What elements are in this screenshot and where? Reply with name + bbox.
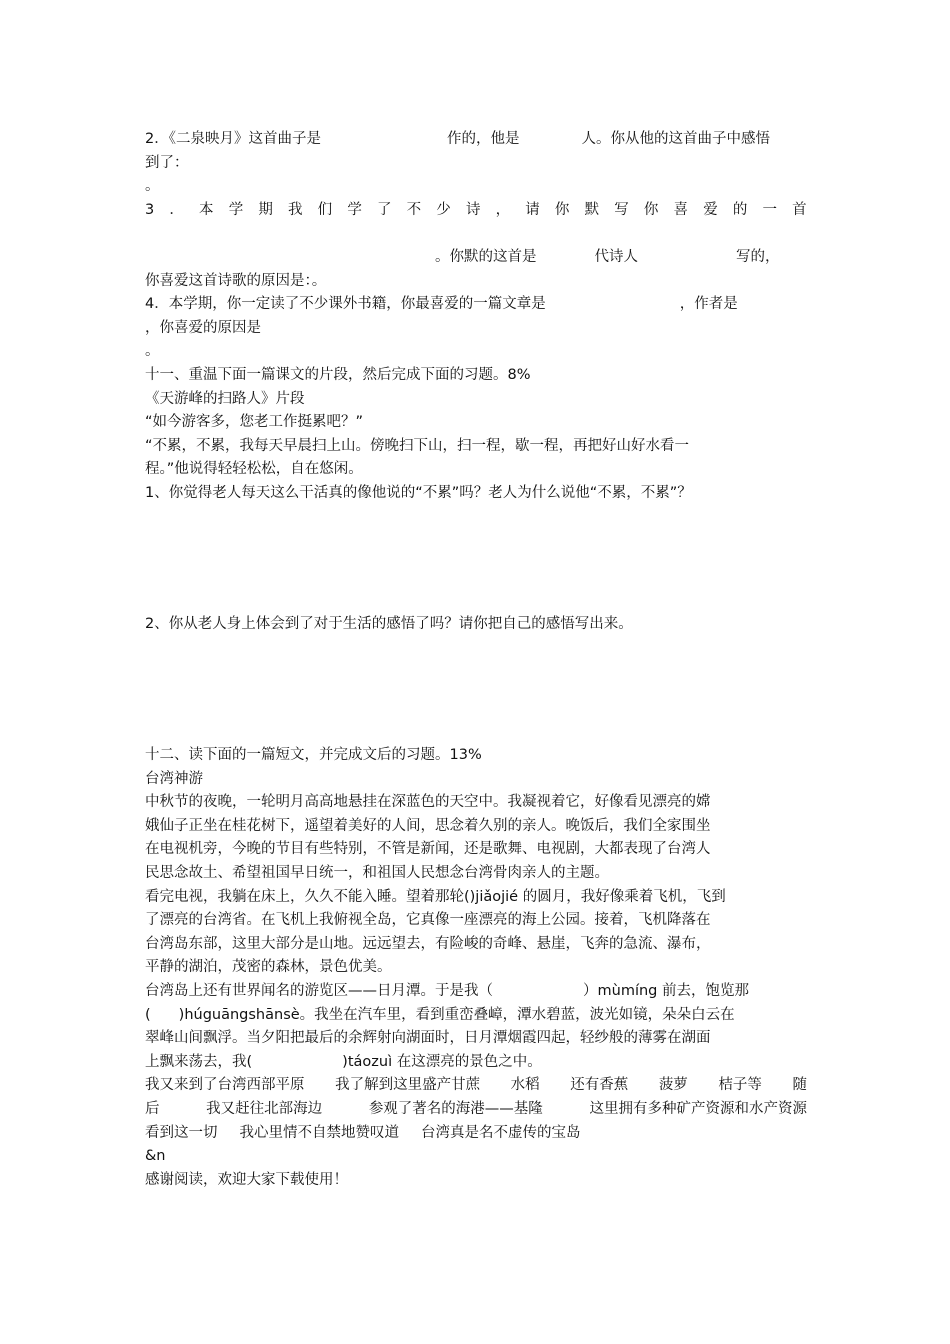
section-11-heading: 十一、重温下面一篇课文的片段，然后完成下面的习题。8% — [145, 366, 531, 383]
q3-char: 了 — [376, 201, 392, 218]
p4-segment: 还有香蕉 — [570, 1077, 629, 1094]
q4-line-1 — [145, 293, 807, 317]
q3-char: 学 — [228, 201, 244, 218]
p4-segment: 菠萝 — [658, 1077, 688, 1094]
p3-text: 上飘来荡去，我( — [145, 1053, 253, 1070]
p3-line-4 — [145, 1051, 807, 1075]
p3-text: )húguāngshānsè。我坐在汽车里，看到重峦叠嶂，潭水碧蓝，波光如镜，朵朵白云在 — [178, 1006, 735, 1023]
q2-line-1 — [145, 128, 807, 152]
q3-char: 你 — [554, 201, 570, 218]
q3-char: 少 — [436, 201, 451, 218]
q3-char: 写 — [614, 201, 629, 218]
p4-segment: 我又来到了台湾西部平原 — [145, 1077, 305, 1094]
document-body — [145, 128, 807, 1192]
p3-text: ( — [145, 1006, 151, 1023]
p3-line-2 — [145, 1004, 807, 1028]
p4-segment: 这里拥有多种矿产资源和水产资源 — [589, 1101, 807, 1117]
q3-char: 请 — [525, 201, 540, 218]
q3-char: 你 — [643, 201, 659, 218]
q3-char: 爱 — [703, 201, 718, 218]
p2-line: 看完电视，我躺在床上，久久不能入睡。望着那轮()jiǎojié 的圆月，我好像乘着飞机，飞到 — [145, 888, 726, 905]
p2-line: 了漂亮的台湾省。在飞机上我俯视全岛，它真像一座漂亮的海上公园。接着，飞机降落在 — [145, 912, 711, 929]
p4-segment: 水稻 — [510, 1077, 540, 1094]
q3-char: ， — [495, 201, 511, 218]
p4-line-1 — [145, 1074, 807, 1098]
q3-line-3: 你喜爱这首诗歌的原因是：。 — [145, 272, 327, 289]
answer-space-2 — [145, 636, 807, 744]
p4-segment: 随 — [792, 1077, 807, 1094]
section-11-quote-2b: 程。”他说得轻轻松松，自在悠闲。 — [145, 461, 363, 478]
q3-char: 期 — [258, 201, 273, 218]
q3-char: 们 — [317, 201, 333, 218]
p4-line-3 — [145, 1122, 807, 1146]
q2-text-2: 作的，他是 — [446, 131, 520, 147]
q4-line-3: 。 — [145, 343, 160, 360]
text-fragment: &n — [145, 1148, 166, 1165]
q3-char: 我 — [288, 201, 303, 218]
p1-line: 民思念故土、希望祖国早日统一，和祖国人民想念台湾骨肉亲人的主题。 — [145, 865, 609, 882]
q3-char: 喜 — [673, 201, 689, 218]
q3-char: ． — [169, 201, 184, 218]
q4-text-1: 4．本学期，你一定读了不少课外书籍，你最喜爱的一篇文章是 — [145, 296, 546, 313]
section-11-question-1: 1、你觉得老人每天这么干活真的像他说的“不累”吗？老人为什么说他“不累，不累”？ — [145, 484, 692, 501]
q3-char: 学 — [347, 201, 362, 218]
q3-poem-blank-line — [145, 222, 807, 246]
p2-line: 平静的湖泊，茂密的森林，景色优美。 — [145, 959, 392, 976]
q3-text-2: 代诗人 — [594, 248, 638, 265]
q2-text-1: 2．《二泉映月》这首曲子是 — [145, 131, 321, 147]
p4-segment: 我心里情不自禁地赞叹道 — [239, 1124, 399, 1141]
q2-line-2: 到了： — [145, 154, 189, 171]
answer-space-1 — [145, 506, 807, 613]
p3-line-3: 翠峰山间飘浮。当夕阳把最后的余辉射向湖面时，日月潭烟霞四起，轻纱般的薄雾在湖面 — [145, 1030, 711, 1047]
p4-segment: 看到这一切 — [145, 1124, 218, 1141]
p2-line: 台湾岛东部，这里大部分是山地。远远望去，有险峻的奇峰、悬崖，飞奔的急流、瀑布， — [145, 935, 711, 952]
section-11-quote-1: “如今游客多，您老工作挺累吧？” — [145, 414, 364, 431]
p3-text: ）mùmíng 前去，饱览那 — [583, 983, 749, 1000]
p4-line-2 — [145, 1098, 807, 1122]
p1-line: 中秋节的夜晚，一轮明月高高地悬挂在深蓝色的天空中。我凝视着它，好像看见漂亮的嫦 — [145, 794, 711, 811]
section-12-title: 台湾神游 — [145, 770, 203, 787]
q3-text-3: 写的， — [736, 248, 780, 265]
q3-line-1 — [145, 199, 807, 223]
closing-line: 感谢阅读，欢迎大家下载使用！ — [145, 1171, 348, 1188]
q3-char: 的 — [732, 201, 748, 218]
q4-line-2: ，你喜爱的原因是 — [145, 319, 261, 336]
q3-char: 一 — [762, 201, 778, 218]
section-12-heading: 十二、读下面的一篇短文，并完成文后的习题。13% — [145, 747, 482, 764]
p4-segment: 我了解到这里盛产甘蔗 — [335, 1077, 481, 1094]
section-11-title: 《天游峰的扫路人》片段 — [145, 390, 305, 407]
q3-char: 诗 — [465, 201, 481, 218]
q3-char: 3 — [145, 201, 155, 218]
q4-text-2: ，作者是 — [679, 296, 738, 313]
p4-segment: 后 — [145, 1101, 160, 1117]
q2-line-3: 。 — [145, 178, 160, 195]
q3-line-2 — [145, 246, 807, 270]
q3-char: 本 — [199, 201, 214, 218]
p4-segment: 桔子等 — [718, 1077, 762, 1094]
section-11-question-2: 2、你从老人身上体会到了对于生活的感悟了吗？请你把自己的感悟写出来。 — [145, 615, 633, 632]
q2-text-3: 人。你从他的这首曲子中感悟 — [581, 131, 770, 147]
p3-line-1 — [145, 980, 807, 1004]
p4-segment: 台湾真是名不虚传的宝岛 — [421, 1124, 581, 1141]
q3-text-1: 。你默的这首是 — [435, 248, 537, 265]
q3-char: 首 — [792, 201, 807, 218]
q3-char: 不 — [406, 201, 422, 218]
p4-segment: 参观了著名的海港——基隆 — [368, 1101, 543, 1117]
p3-text: )táozuì 在这漂亮的景色之中。 — [342, 1053, 542, 1070]
p1-line: 在电视机旁，今晚的节目有些特别，不管是新闻，还是歌舞、电视剧，大都表现了台湾人 — [145, 841, 711, 858]
p4-segment: 我又赶往北部海边 — [206, 1101, 323, 1117]
section-11-quote-2a: “不累，不累，我每天早晨扫上山。傍晚扫下山，扫一程，歇一程，再把好山好水看一 — [145, 437, 690, 454]
q3-char: 默 — [584, 201, 600, 218]
p3-text: 台湾岛上还有世界闻名的游览区——日月潭。于是我（ — [145, 983, 493, 1000]
p1-line: 娥仙子正坐在桂花树下，遥望着美好的人间，思念着久别的亲人。晚饭后，我们全家围坐 — [145, 817, 711, 834]
